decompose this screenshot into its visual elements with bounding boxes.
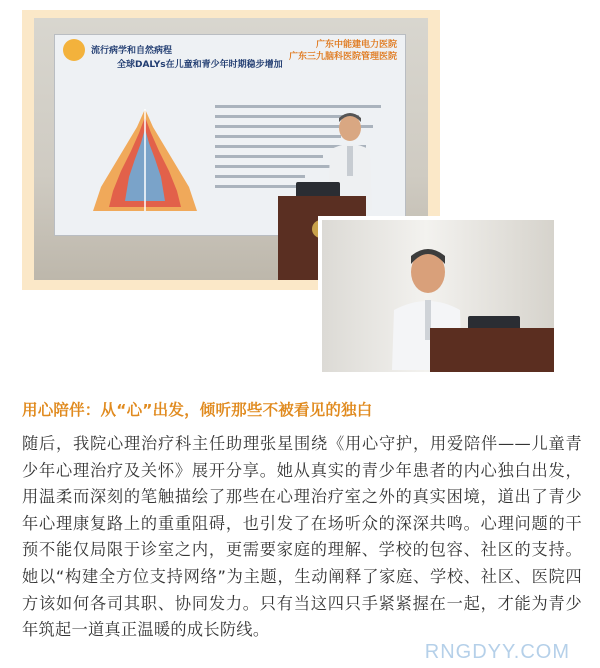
speaker-closeup-photo: [318, 216, 558, 376]
section-heading: 用心陪伴：从“心”出发，倾听那些不被看见的独白: [22, 401, 373, 419]
podium: [430, 328, 554, 372]
slide-logo-icon: [63, 39, 85, 61]
slide-hospital-name: [289, 39, 397, 63]
population-pyramid-graphic: [85, 107, 205, 217]
slide-hospital-line2: 广东三九脑科医院管理医院: [288, 52, 397, 62]
slide-title-line2: 全球DALYs在儿童和青少年时期稳步增加: [117, 60, 283, 70]
slide-title-line1: 流行病学和自然病程: [91, 46, 173, 56]
body-paragraph: 随后，我院心理治疗科主任助理张星围绕《用心守护，用爱陪伴——儿童青少年心理治疗及关怀》展开分享。她从真实的青少年患者的内心独白出发，用温柔而深刻的笔触描绘了那些在心理治疗室之外的真实困境，道出了青少年心理康复路上的重重阻碍，也引发了在场听众的深深共鸣。心理问题的干预不能仅局限于诊室之内，更需要家庭的理解、学校的包容、社区的支持。她以“构建全方位支持网络”为主题，生动阐释了家庭、学校、社区、医院四方该如何各司其职、协同发力。只有当这四只手紧紧握在一起，才能为青少年筑起一道真正温暖的成长防线。: [22, 434, 582, 640]
slide-hospital-line1: 广东中能建电力医院: [315, 40, 397, 50]
watermark: RNGDYY.COM: [424, 641, 570, 663]
